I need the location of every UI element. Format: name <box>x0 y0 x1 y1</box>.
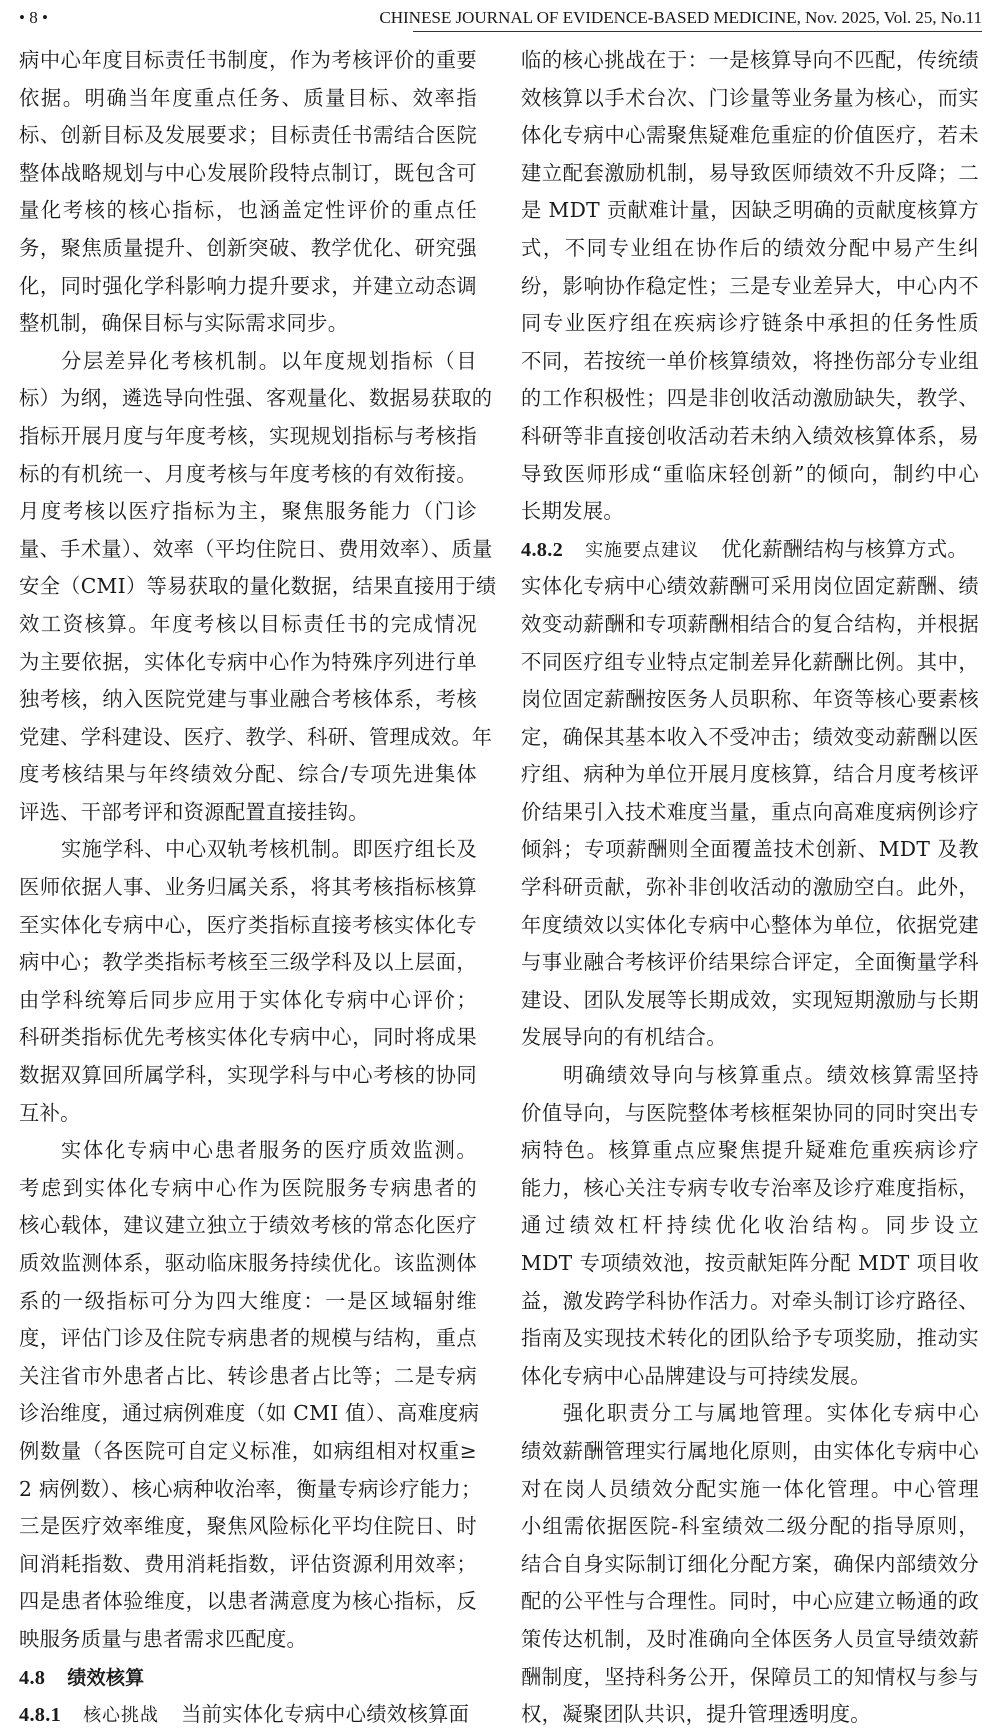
text-line: 临的核心挑战在于：一是核算导向不匹配，传统绩 <box>521 48 979 72</box>
text-line: 策传达机制，及时准确向全体医务人员宣导绩效薪 <box>521 1626 979 1651</box>
section-number: 4.8 <box>19 1666 46 1689</box>
text-line: 标的有机统一、月度考核与年度考核的有效衔接。 <box>19 461 477 486</box>
text-line: 建立配套激励机制，易导致医师绩效不升反降；二 <box>521 160 979 185</box>
text-line: 明确绩效导向与核算重点。绩效核算需坚持 <box>563 1063 979 1088</box>
text-line: 式，不同专业组在协作后的绩效分配中易产生纠 <box>521 235 979 260</box>
left-column <box>19 42 497 1734</box>
text-line: 化，同时强化学科影响力提升要求，并建立动态调 <box>19 273 477 298</box>
text-line: 倾斜；专项薪酬则全面覆盖技术创新、MDT 及教 <box>521 837 979 862</box>
text-line: 安全（CMI）等易获取的量化数据，结果直接用于绩 <box>19 574 497 599</box>
subsection-number: 4.8.2 <box>521 538 564 561</box>
text-line: 至实体化专病中心，医疗类指标直接考核实体化专 <box>19 912 477 937</box>
text-line: 系的一级指标可分为四大维度：一是区域辐射维 <box>19 1288 477 1313</box>
text-line: 评选、干部考评和资源配置直接挂钩。 <box>19 799 369 824</box>
section-heading-4-8 <box>19 1659 477 1697</box>
text-line: 益，激发跨学科协作活力。对牵头制订诊疗路径、 <box>521 1288 979 1313</box>
text-line: 体化专病中心需聚焦疑难危重症的价值医疗，若未 <box>521 123 979 148</box>
section-title: 绩效核算 <box>67 1666 145 1689</box>
text-line: 效核算以手术台次、门诊量等业务量为核心，而实 <box>521 85 979 110</box>
text-line: MDT 专项绩效池，按贡献矩阵分配 MDT 项目收 <box>521 1251 979 1275</box>
text-line: 能力，核心关注专病专收专治率及诊疗难度指标， <box>521 1175 979 1200</box>
text-line: 三是医疗效率维度，聚焦风险标化平均住院日、时 <box>19 1514 477 1539</box>
running-header <box>0 0 1000 36</box>
text-line: 通过绩效杠杆持续优化收治结构。同步设立 <box>521 1213 979 1238</box>
text-line: 标）为纲，遴选导向性强、客观量化、数据易获取的 <box>19 386 493 411</box>
text-line: 强化职责分工与属地管理。实体化专病中心 <box>563 1401 979 1426</box>
text-line: 长期发展。 <box>521 499 624 524</box>
text-line: 指南及实现技术转化的团队给予专项奖励，推动实 <box>521 1326 979 1351</box>
text-line: 量、手术量）、效率（平均住院日、费用效率）、质量 <box>19 536 493 561</box>
text-line: 2 病例数）、核心病种收治率，衡量专病诊疗能力； <box>19 1476 482 1501</box>
text-line: 年度绩效以实体化专病中心整体为单位，依据党建 <box>521 912 979 937</box>
text-line: 价值导向，与医院整体考核框架协同的同时突出专 <box>521 1100 979 1125</box>
text-line: 发展导向的有机结合。 <box>521 1025 727 1050</box>
subsection-title: 核心挑战 <box>83 1705 160 1727</box>
subsection-heading-4-8-1 <box>19 1696 477 1734</box>
text-line: 标、创新目标及发展要求；目标责任书需结合医院 <box>19 123 477 148</box>
text-line: 例数量（各医院可自定义标准，如病组相对权重≥ <box>19 1438 477 1463</box>
text-line: 建设、团队发展等长期成效，实现短期激励与长期 <box>521 987 979 1012</box>
text-line: 配的公平性与合理性。同时，中心应建立畅通的政 <box>521 1589 979 1614</box>
text-line: 岗位固定薪酬按医务人员职称、年资等核心要素核 <box>521 687 979 712</box>
text-line: 指标开展月度与年度考核，实现规划指标与考核指 <box>19 423 477 448</box>
text-line: 诊治维度，通过病例难度（如 CMI 值）、高难度病 <box>19 1401 480 1426</box>
text-line: 与事业融合考核评价结果综合评定，全面衡量学科 <box>521 950 979 975</box>
text-line: 由学科统筹后同步应用于实体化专病中心评价； <box>19 987 477 1012</box>
text-line: 体化专病中心品牌建设与可持续发展。 <box>521 1363 871 1388</box>
text-line: 整体战略规划与中心发展阶段特点制订，既包含可 <box>19 160 477 185</box>
text-line: 同专业医疗组在疾病诊疗链条中承担的任务性质 <box>521 311 979 336</box>
journal-citation: CHINESE JOURNAL OF EVIDENCE-BASED MEDICINE, Nov. 2025, Vol. 25, No.11 <box>379 8 982 27</box>
text-line: 实施学科、中心双轨考核机制。即医疗组长及 <box>61 837 477 862</box>
text-line: 不同医疗组专业特点定制差异化薪酬比例。其中， <box>521 649 979 674</box>
right-column <box>521 42 979 1734</box>
text-line: 病中心；教学类指标考核至三级学科及以上层面， <box>19 950 477 975</box>
text-line: 量化考核的核心指标，也涵盖定性评价的重点任 <box>19 198 477 223</box>
text-line: 纷，影响协作稳定性；三是专业差异大，中心内不 <box>521 273 979 298</box>
text-line: 医师依据人事、业务归属关系，将其考核指标核算 <box>19 875 477 900</box>
text-line: 病中心年度目标责任书制度，作为考核评价的重要 <box>19 48 477 72</box>
text-line: 科研类指标优先考核实体化专病中心，同时将成果 <box>19 1025 477 1050</box>
text-line: 定，确保其基本收入不受冲击；绩效变动薪酬以医 <box>521 724 979 749</box>
text-line: 为主要依据，实体化专病中心作为特殊序列进行单 <box>19 649 477 674</box>
subsection-number: 4.8.1 <box>19 1704 62 1727</box>
subsection-title: 实施要点建议 <box>585 539 700 561</box>
text-line: 党建、学科建设、医疗、教学、科研、管理成效。年 <box>19 724 493 749</box>
text-line: 考虑到实体化专病中心作为医院服务专病患者的 <box>19 1175 477 1200</box>
text-line: 绩效薪酬管理实行属地化原则，由实体化专病中心 <box>521 1438 979 1463</box>
text-line: 四是患者体验维度，以患者满意度为核心指标，反 <box>19 1589 477 1614</box>
text-line: 结合自身实际制订细化分配方案，确保内部绩效分 <box>521 1551 979 1576</box>
text-line: 价结果引入技术难度当量，重点向高难度病例诊疗 <box>521 799 979 824</box>
text-line: 是 MDT 贡献难计量，因缺乏明确的贡献度核算方 <box>521 198 979 223</box>
text-line: 关注省市外患者占比、转诊患者占比等；二是专病 <box>19 1363 477 1388</box>
text-line: 月度考核以医疗指标为主，聚焦服务能力（门诊 <box>19 499 477 524</box>
text-line: 核心载体，建议建立独立于绩效考核的常态化医疗 <box>19 1213 477 1238</box>
text-line: 科研等非直接创收活动若未纳入绩效核算体系，易 <box>521 423 979 448</box>
text-line: 疗组、病种为单位开展月度核算，结合月度考核评 <box>521 762 979 787</box>
text-line: 整机制，确保目标与实际需求同步。 <box>19 311 349 336</box>
subsection-text: 当前实体化专病中心绩效核算面 <box>181 1702 470 1727</box>
text-line: 效工资核算。年度考核以目标责任书的完成情况 <box>19 611 477 636</box>
text-line: 度考核结果与年终绩效分配、综合/专项先进集体 <box>19 762 477 787</box>
header-rule <box>413 31 982 32</box>
text-line: 分层差异化考核机制。以年度规划指标（目 <box>61 348 477 373</box>
text-line: 病特色。核算重点应聚焦提升疑难危重疾病诊疗 <box>521 1138 979 1163</box>
text-line: 的工作积极性；四是非创收活动激励缺失，教学、 <box>521 386 979 411</box>
subsection-heading-4-8-2 <box>521 531 979 569</box>
text-line: 实体化专病中心绩效薪酬可采用岗位固定薪酬、绩 <box>521 574 979 599</box>
text-line: 务，聚焦质量提升、创新突破、教学优化、研究强 <box>19 235 477 260</box>
text-line: 效变动薪酬和专项薪酬相结合的复合结构，并根据 <box>521 611 979 636</box>
text-line: 不同，若按统一单价核算绩效，将挫伤部分专业组 <box>521 348 979 373</box>
subsection-text: 优化薪酬结构与核算方式。 <box>721 536 969 561</box>
text-line: 小组需依据医院-科室绩效二级分配的指导原则， <box>521 1514 979 1539</box>
text-line: 权，凝聚团队共识，提升管理透明度。 <box>521 1702 871 1727</box>
text-line: 学科研贡献，弥补非创收活动的激励空白。此外， <box>521 875 979 900</box>
text-line: 酬制度，坚持科务公开，保障员工的知情权与参与 <box>521 1664 979 1689</box>
text-line: 度，评估门诊及住院专病患者的规模与结构，重点 <box>19 1326 477 1351</box>
text-line: 质效监测体系，驱动临床服务持续优化。该监测体 <box>19 1251 477 1275</box>
text-line: 映服务质量与患者需求匹配度。 <box>19 1626 308 1651</box>
text-line: 互补。 <box>19 1100 81 1125</box>
text-line: 实体化专病中心患者服务的医疗质效监测。 <box>61 1138 477 1163</box>
text-line: 导致医师形成“重临床轻创新”的倾向，制约中心 <box>521 461 979 486</box>
text-line: 依据。明确当年度重点任务、质量目标、效率指 <box>19 85 477 110</box>
text-line: 数据双算回所属学科，实现学科与中心考核的协同 <box>19 1063 477 1088</box>
text-line: 独考核，纳入医院党建与事业融合考核体系，考核 <box>19 687 477 712</box>
text-line: 间消耗指数、费用消耗指数，评估资源利用效率； <box>19 1551 477 1576</box>
page-number: • 8 • <box>19 8 48 27</box>
text-line: 对在岗人员绩效分配实施一体化管理。中心管理 <box>521 1476 979 1501</box>
